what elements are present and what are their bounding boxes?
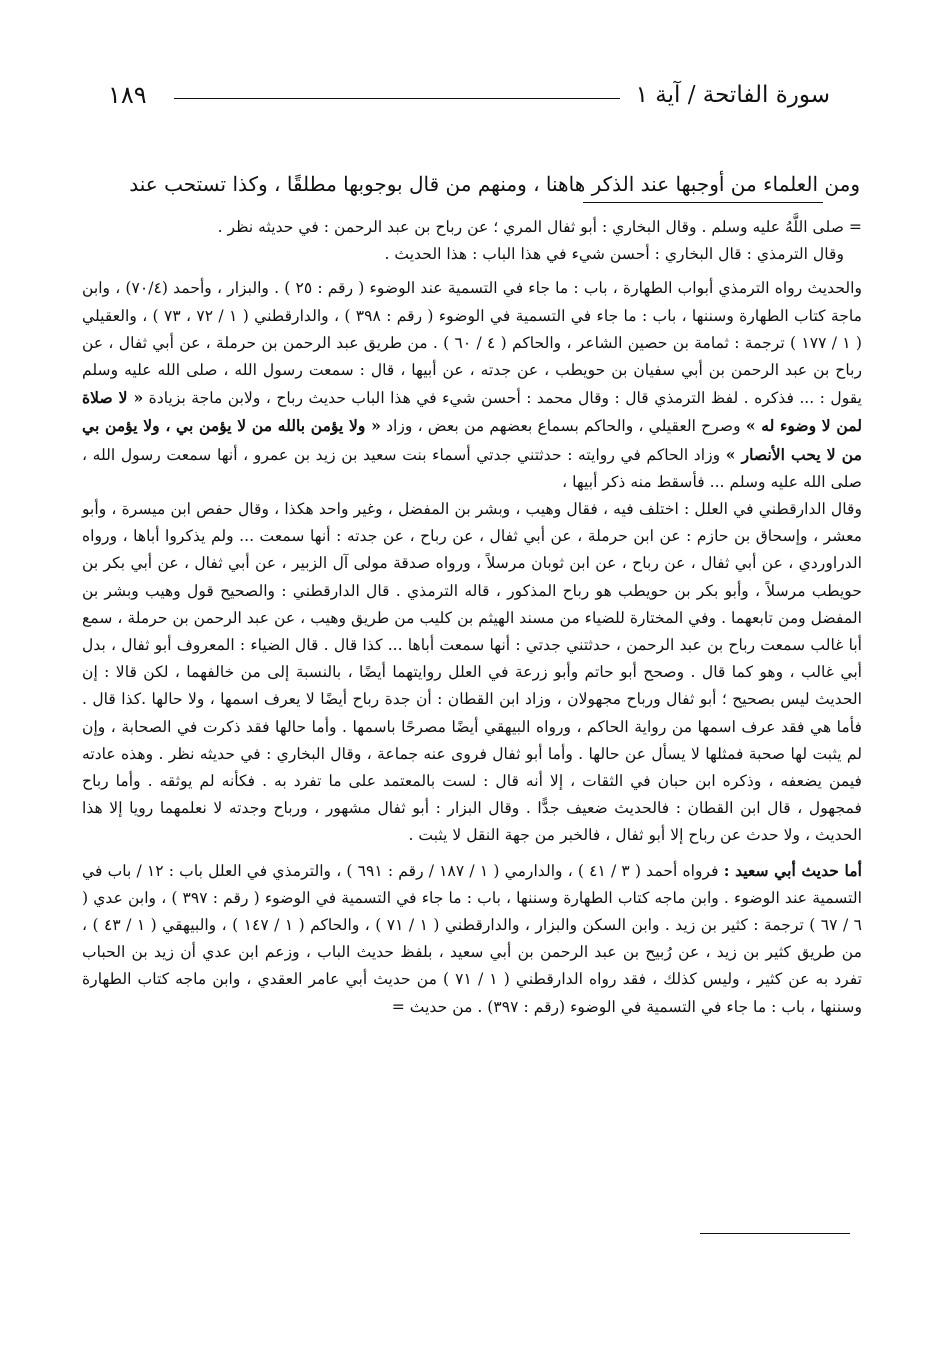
- takhrij-text: وصرح العقيلي ، والحاكم بسماع بعضهم من بعض ، وزاد: [386, 417, 741, 436]
- running-header: [108, 78, 830, 118]
- footnote-tirmidhi-quote: وقال الترمذي : قال البخاري : أحسن شيء في هذا الباب : هذا الحديث .: [384, 245, 844, 264]
- section-body: فرواه أحمد ( ٣ / ٤١ ) ، والدارمي ( ١ / ١٨٧ / رقم : ٦٩١ ) ، والترمذي في العلل باب : ١٢ / باب في التسمية عند الوضوء . وابن ماجه كتاب الطهارة وسننها ، باب : ما جاء في التسمية في الوضوء ( رقم : ٣٩٧ ) ، وابن عدي ( ٦ / ٦٧ ) ترجمة : كثير بن زيد . وابن السكن والبزار ، والدارقطني ( ١ / ٧١ ) ، والحاكم ( ١ / ١٤٧ ) ، والبيهقي ( ١ / ٤٣ ) ، من طريق كثير بن زيد ، عن رُبيح بن عبد الرحمن بن أبي سعيد ، بلفظ حديث الباب ، وزعم ابن عدي أن زيد بن الحباب تفرد به عن كثير ، وليس كذلك ، فقد رواه الدارقطني ( ١ / ٧١ ) من حديث أبي عامر العقدي ، وابن ماجه كتاب الطهارة وسننها ، باب : ما جاء في التسمية في الوضوء (رقم : ٣٩٧) . من حديث =: [82, 861, 863, 1016]
- main-text: ومن العلماء من أوجبها عند الذكر هاهنا ، ومنهم من قال بوجوبها مطلقًا ، وكذا تستحب عند: [129, 172, 860, 196]
- takhrij-text: وزاد الحاكم في روايته : حدثتني جدتي أسماء بنت سعيد بن زيد بن عمرو ، أنها سمعت رسول الله ، صلى الله عليه وسلم ... فأسقط منه ذكر أبيها ،: [82, 445, 862, 491]
- sura-title: سورة الفاتحة / آية ١: [635, 82, 830, 108]
- header-rule: [174, 98, 620, 99]
- footnote-daraqutni-ilal: وقال الدارقطني في العلل : اختلف فيه ، فقال وهيب ، وبشر بن المفضل ، وغير واحد هكذا ، وقال حفص ابن ميسرة ، وأبو معشر ، وإسحاق بن حازم : عن ابن حرملة ، عن أبي ثفال ، عن رباح ، عن جدته : أنها سمعت ... ولم يذكروا أباها ، ورواه الدراوردي ، عن أبي ثفال ، عن رباح ، عن ابن ثوبان مرسلاً ، ورواه صدقة مولى آل الزبير ، عن أبي ثفال ، عن أبي بكر بن حويطب مرسلاً ، وأبو بكر بن حويطب هو رباح المذكور ، قاله الترمذي . قال الدارقطني : والصحيح قول وهيب وبشر بن المفضل ومن تابعهما . وفي المختارة للضياء من مسند الهيثم بن كليب من طريق وهيب ، عن عبد الرحمن بن حرملة ، سمع أبا غالب سمعت رباح بن عبد الرحمن ، حدثتني جدتي : أنها سمعت أباها ... كذا قال . قال الضياء : المعروف أبو ثفال ، بدل أبي غالب ، وهو كما قال . وصحح أبو حاتم وأبو زرعة في العلل روايتهما أيضًا ، بالنسبة إلى من خالفهما ، لكن قالا : إن الحديث ليس بصحيح ؛ أبو ثفال ورباح مجهولان ، وزاد ابن القطان : أن جدة رباح أيضًا لا يعرف اسمها ، ولا حالها .كذا قال . فأما هي فقد عرف اسمها من رواية الحاكم ، ورواه البيهقي أيضًا مصرحًا باسمها . وأما حالها فقد ذكرت في الصحابة ، وإن لم يثبت لها صحبة فمثلها لا يسأل عن حالها . وأما أبو ثفال فروى عنه جماعة ، وقال البخاري : في حديثه نظر . وهذه عادته فيمن يضعفه ، وذكره ابن حبان في الثقات ، إلا أنه قال : لست بالمعتمد على ما تفرد به . فكأنه لم يوثقه . وأما رباح فمجهول ، قال ابن القطان : فالحديث ضعيف جدًّا . وقال البزار : أبو ثفال مشهور ، ورباح وجدته لا نعلمهما رويا إلا هذا الحديث ، ولا حدث عن رباح إلا أبو ثفال ، فالخبر من جهة النقل لا يثبت .: [82, 500, 862, 845]
- hadith-quote: « ولا يؤمن بالله من لا يؤمن بي ، ولا يؤمن بي من لا يحب الأنصار »: [82, 416, 862, 464]
- takhrij-text: والحديث رواه الترمذي أبواب الطهارة ، باب : ما جاء في التسمية عند الوضوء ( رقم : ٢٥ ) . والبزار ، وأحمد (٧٠/٤) ، وابن ماجة كتاب الطهارة وسننها ، باب : ما جاء في التسمية في الوضوء ( رقم : ٣٩٨ ) ، والدارقطني ( ١ / ٧٢ ، ٧٣ ) ، والعقيلي ( ١ / ١٧٧ ) ترجمة : ثمامة بن حصين الشاعر ، والحاكم ( ٤ / ٦٠ ) . من طريق عبد الرحمن بن حرملة ، عن أبي ثفال ، عن رباح بن عبد الرحمن بن أبي سفيان بن حويطب ، عن جدته ، عن أبيها ، قال : سمعت رسول الله ، صلى الله عليه وسلم يقول : ... فذكره . لفظ الترمذي قال : وقال محمد : أحسن شيء في هذا الباب حديث رباح ، ولابن ماجة بزيادة: [82, 279, 863, 408]
- footnote-abu-said: [82, 857, 862, 1021]
- page-number: ١٨٩: [108, 81, 147, 109]
- section-lead: أما حديث أبي سعيد :: [723, 860, 862, 880]
- hadith-quote: « لا صلاة لمن لا وضوء له »: [82, 388, 862, 436]
- footnote-takhrij-rabah: [82, 275, 862, 496]
- footnote-separator: [583, 202, 823, 203]
- footnotes: [82, 214, 862, 1021]
- footnote-continuation: = صلى اللَّهُ عليه وسلم . وقال البخاري : أبو ثفال المري ؛ عن رباح بن عبد الرحمن : في حديثه نظر .: [217, 218, 862, 236]
- bottom-rule: [700, 1233, 850, 1234]
